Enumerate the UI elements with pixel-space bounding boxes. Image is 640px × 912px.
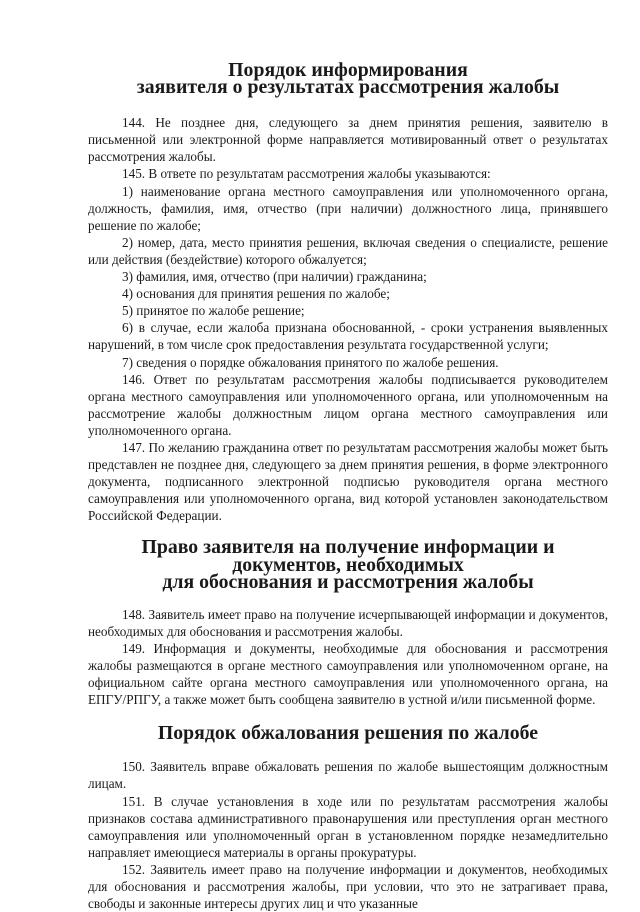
list-item-2: 2) номер, дата, место принятия решения, включая сведения о специалисте, решение или действия (бездействие) которого обжалуется; [88, 234, 608, 267]
paragraph-146: 146. Ответ по результатам рассмотрения жалобы подписывается руководителем органа местного самоуправления или уполномоченного органа, или уполномоченным на рассмотрение жалобы должностным лицом органа местного самоуправления или уполномоченного органа. [88, 371, 608, 438]
list-item-4: 4) основания для принятия решения по жалобе; [122, 286, 390, 302]
list-item-6: 6) в случае, если жалоба признана обоснованной, - сроки устранения выявленных нарушений, в том числе срок предоставления результата государственной услуги; [88, 320, 608, 353]
heading-line: для обоснования и рассмотрения жалобы [162, 570, 534, 593]
heading-line: Порядок информирования [228, 59, 468, 81]
section-heading-appeal [88, 722, 608, 745]
paragraph-152: 152. Заявитель имеет право на получение информации и документов, необходимых для обоснования и рассмотрения жалобы, при условии, что это не затрагивает права, свободы и законные интересы других лиц и что указанные [88, 861, 608, 912]
paragraph-147: 147. По желанию гражданина ответ по результатам рассмотрения жалобы может быть представлен не позднее дня, следующего за днем принятия решения, в форме электронного документа, подписанного электронной подписью руководителя органа местного самоуправления или уполномоченного органа, вид которой установлен законодательством Российской Федерации. [88, 439, 608, 524]
list-item-7: 7) сведения о порядке обжалования принятого по жалобе решения. [122, 354, 499, 370]
paragraph-148: 148. Заявитель имеет право на получение исчерпывающей информации и документов, необходимых для обоснования и рассмотрения жалобы. [88, 606, 608, 639]
list-item-1: 1) наименование органа местного самоуправления или уполномоченного органа, должность, фамилия, имя, отчество (при наличии) должностного лица, принявшего решение по жалобе; [88, 183, 608, 233]
document-page [88, 59, 608, 912]
paragraph-150: 150. Заявитель вправе обжаловать решения по жалобе вышестоящим должностным лицам. [88, 759, 608, 792]
section-heading-right-to-information [88, 536, 608, 593]
list-item-3: 3) фамилия, имя, отчество (при наличии) гражданина; [122, 269, 427, 285]
list-item-5: 5) принятое по жалобе решение; [122, 303, 305, 319]
heading-line: заявителя о результатах рассмотрения жалобы [136, 76, 560, 99]
paragraph-144: 144. Не позднее дня, следующего за днем принятия решения, заявителю в письменной или электронной форме направляется мотивированный ответ о результатах рассмотрения жалобы. [88, 115, 608, 165]
heading-line: Право заявителя на получение информации и документов, необходимых [141, 536, 555, 576]
paragraph-151: 151. В случае установления в ходе или по результатам рассмотрения жалобы признаков состава административного правонарушения или преступления орган местного самоуправления или уполномоченный орган в установленном порядке незамедлительно направляет имеющиеся материалы в органы прокуратуры. [88, 793, 608, 860]
section-heading-informing [88, 59, 608, 99]
paragraph-149: 149. Информация и документы, необходимые для обоснования и рассмотрения жалобы размещаются в органе местного самоуправления или уполномоченном органе, на официальном сайте органа местного самоуправления или уполномоченного органа, на ЕПГУ/РПГУ, а также может быть сообщена заявителю в устной и/или письменной форме. [88, 640, 608, 708]
paragraph-145: 145. В ответе по результатам рассмотрения жалобы указываются: [122, 166, 491, 182]
heading-line: Порядок обжалования решения по жалобе [157, 722, 539, 745]
